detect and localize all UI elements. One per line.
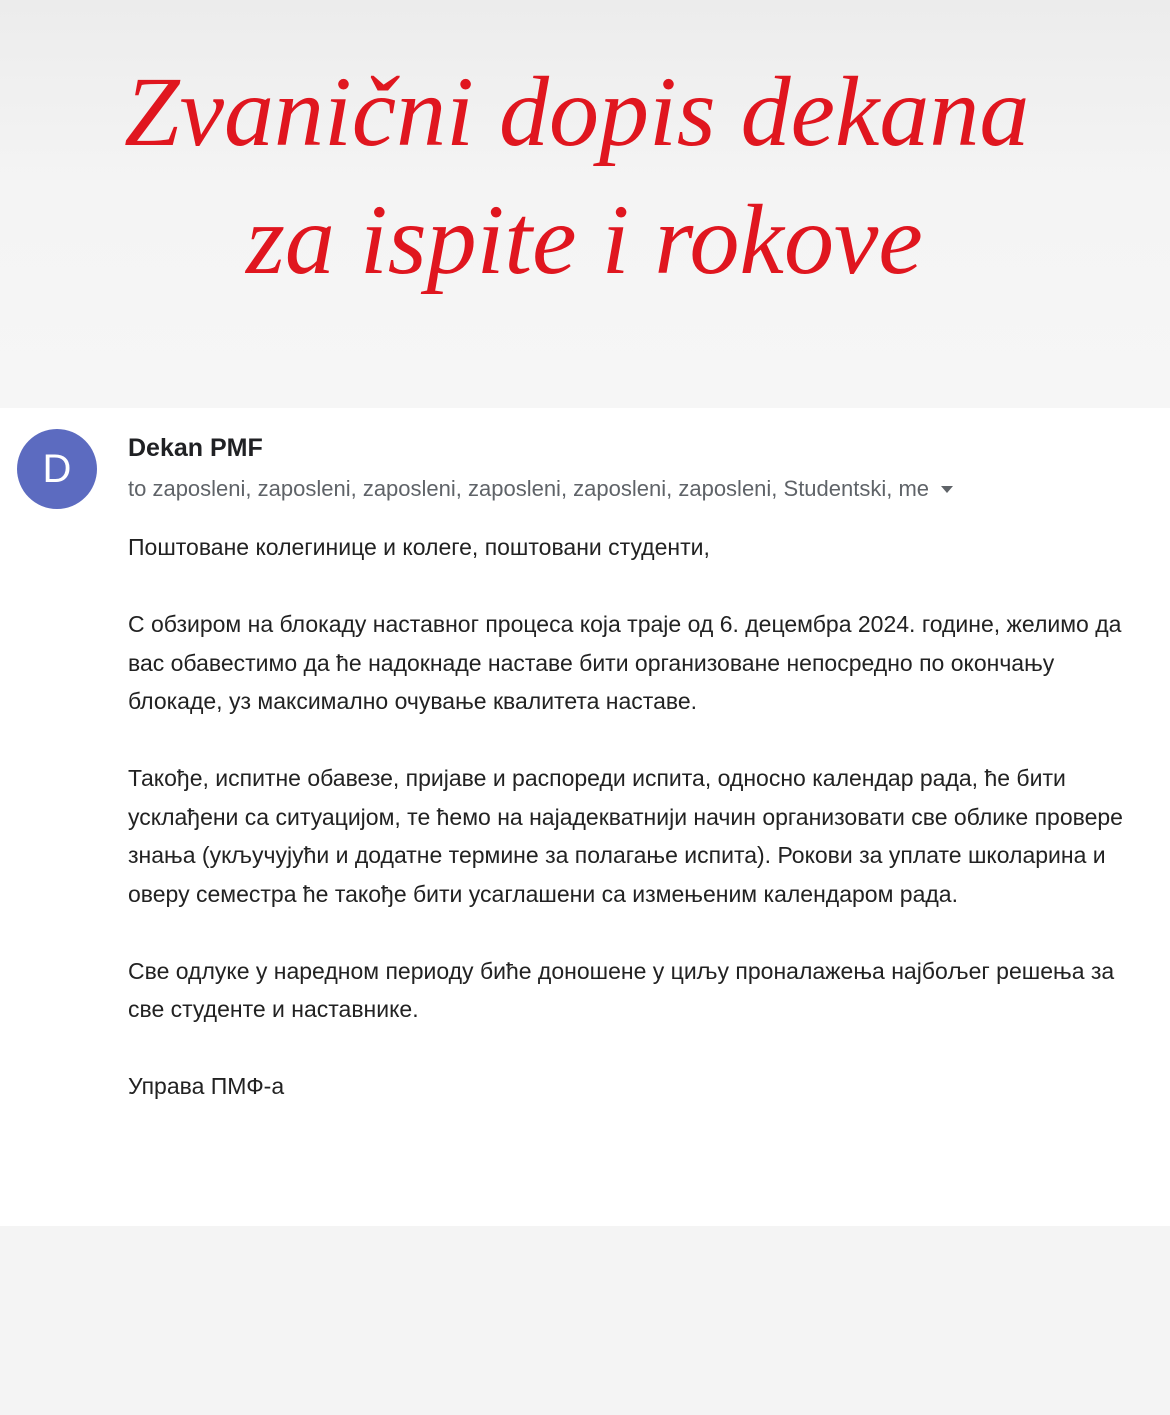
chevron-down-icon[interactable] — [941, 486, 953, 493]
email-signature: Управа ПМФ-а — [128, 1073, 285, 1099]
sender-avatar[interactable]: D — [17, 429, 97, 509]
email-paragraph-1: С обзиром на блокаду наставног процеса која траје од 6. децембра 2024. године, желимо да вас обавестимо да ће надокнаде наставе бити организоване непосредно по окончању блокаде, уз максимално очување квалитета наставе. — [128, 611, 1122, 714]
email-greeting: Поштоване колегинице и колеге, поштовани студенти, — [128, 534, 710, 560]
sender-name[interactable]: Dekan PMF — [128, 434, 263, 462]
email-paragraph-3: Све одлуке у наредном периоду биће доношене у циљу проналажења најбољег решења за све студенте и наставнике. — [128, 957, 1115, 1022]
recipients-list: to zaposleni, zaposleni, zaposleni, zaposleni, zaposleni, zaposleni, Studentski, me — [128, 476, 930, 501]
email-paragraph-2: Такође, испитне обавезе, пријаве и распореди испита, односно календар рада, ће бити усклађени са ситуацијом, те ћемо на најадекватнији начин организовати све облике провере знања (укључујући и додатне термине за полагање испита). Рокови за уплате школарина и оверу семестра ће такође бити усаглашени са измењеним календаром рада. — [128, 765, 1123, 907]
email-body — [128, 528, 1128, 1106]
banner-title-line-2: za ispite i rokove — [246, 184, 923, 295]
email-message — [0, 408, 1170, 1226]
title-banner — [0, 0, 1170, 408]
banner-title-line-1: Zvanični dopis dekana — [124, 56, 1030, 167]
recipients-details-toggle[interactable] — [128, 474, 953, 504]
